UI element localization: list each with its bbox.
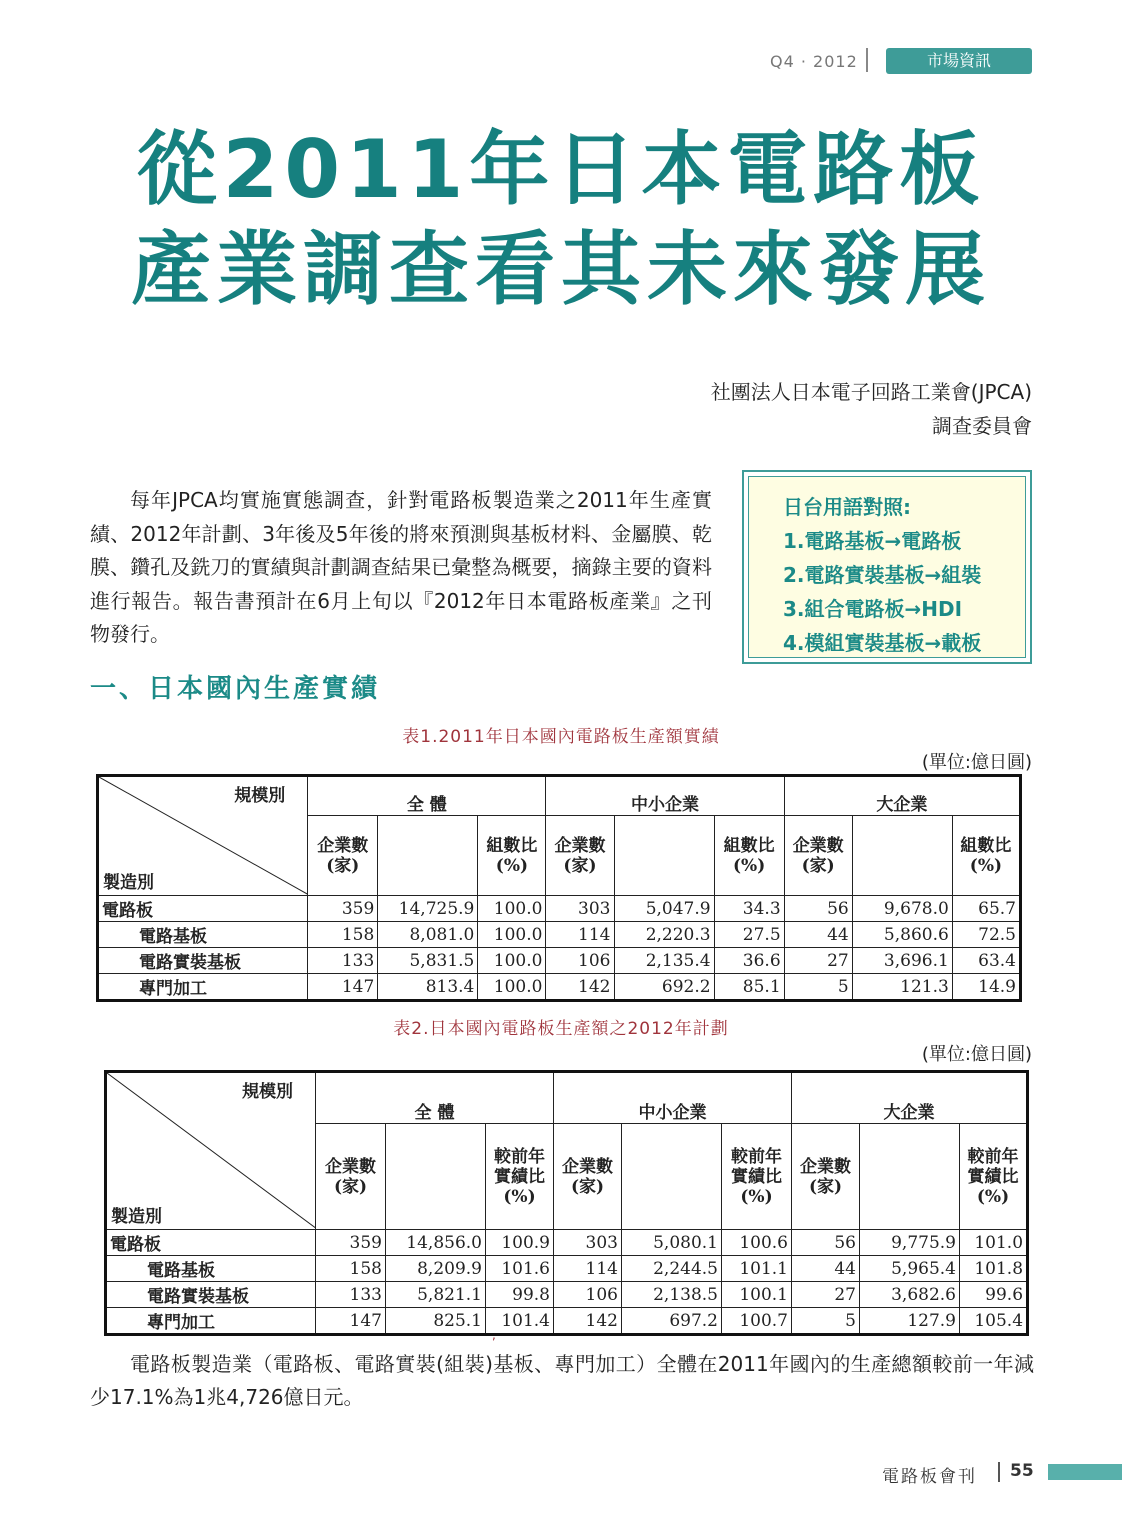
amount-header xyxy=(852,816,952,896)
table-cell: 99.6 xyxy=(960,1282,1028,1308)
table-cell: 158 xyxy=(316,1256,386,1282)
table-cell: 105.4 xyxy=(960,1308,1028,1335)
article-title-line1: 從2011年日本電路板 xyxy=(136,123,986,216)
count-header: 企業數 (家) xyxy=(316,1124,386,1230)
table-cell: 5 xyxy=(792,1308,860,1335)
group-header: 全 體 xyxy=(316,1072,554,1124)
table-cell: 65.7 xyxy=(952,896,1020,922)
table-cell: 106 xyxy=(546,948,614,974)
table-cell: 14,725.9 xyxy=(378,896,478,922)
table-cell: 825.1 xyxy=(386,1308,486,1335)
ratio-header: 組數比 (%) xyxy=(714,816,784,896)
table-cell: 44 xyxy=(784,922,852,948)
table-cell: 100.1 xyxy=(722,1282,792,1308)
table-cell: 101.8 xyxy=(960,1256,1028,1282)
glossary-item: 4.模組實裝基板→載板 xyxy=(783,631,982,655)
table-cell: 27 xyxy=(784,948,852,974)
corner-header xyxy=(106,1072,316,1230)
table-cell: 101.0 xyxy=(960,1230,1028,1256)
group-header: 大企業 xyxy=(784,776,1020,816)
glossary-title: 日台用語對照: xyxy=(783,495,911,519)
glossary-item: 2.電路實裝基板→組裝 xyxy=(783,563,982,587)
table-row xyxy=(106,1282,1028,1308)
row-label: 電路基板 xyxy=(98,922,308,948)
table-cell: 303 xyxy=(554,1230,622,1256)
corner-bottom-label: 製造別 xyxy=(103,873,154,893)
table-cell: 101.1 xyxy=(722,1256,792,1282)
table-cell: 100.0 xyxy=(478,896,546,922)
table-cell: 100.6 xyxy=(722,1230,792,1256)
table-cell: 697.2 xyxy=(622,1308,722,1335)
table-row xyxy=(106,1308,1028,1335)
row-label: 專門加工 xyxy=(98,974,308,1001)
amount-header xyxy=(378,816,478,896)
table-cell: 56 xyxy=(792,1230,860,1256)
table-row xyxy=(98,974,1021,1001)
table-cell: 9,678.0 xyxy=(852,896,952,922)
table1-caption: 表1.2011年日本國內電路板生產額實績 xyxy=(402,727,720,747)
author-org: 社團法人日本電子回路工業會(JPCA) xyxy=(710,380,1032,404)
table-cell: 27 xyxy=(792,1282,860,1308)
table-cell: 34.3 xyxy=(714,896,784,922)
table-cell: 100.7 xyxy=(722,1308,792,1335)
count-header: 企業數 (家) xyxy=(308,816,378,896)
table-cell: 5,047.9 xyxy=(614,896,714,922)
table-cell: 5,080.1 xyxy=(622,1230,722,1256)
row-label: 電路板 xyxy=(98,896,308,922)
glossary-box xyxy=(742,470,1032,664)
amount-header xyxy=(386,1124,486,1230)
ratio-header: 較前年 實績比 (%) xyxy=(486,1124,554,1230)
corner-header xyxy=(98,776,308,896)
table-row xyxy=(98,896,1021,922)
table-row xyxy=(106,1230,1028,1256)
count-header: 企業數 (家) xyxy=(792,1124,860,1230)
author-dept: 調查委員會 xyxy=(932,414,1032,438)
corner-bottom-label: 製造別 xyxy=(111,1207,162,1227)
table-cell: 8,209.9 xyxy=(386,1256,486,1282)
table-cell: 44 xyxy=(792,1256,860,1282)
table-cell: 100.0 xyxy=(478,948,546,974)
table-cell: 692.2 xyxy=(614,974,714,1001)
group-header: 中小企業 xyxy=(554,1072,792,1124)
table-cell: 2,138.5 xyxy=(622,1282,722,1308)
table-cell: 100.0 xyxy=(478,974,546,1001)
intro-paragraph: 每年JPCA均實施實態調查，針對電路板製造業之2011年生產實績、2012年計劃、3年後及5年後的將來預測與基板材料、金屬膜、乾膜、鑽孔及銑刀的實績與計劃調查結果已彙整為概要，摘錄主要的資料進行報告。報告書預計在6月上旬以『2012年日本電路板產業』之刊物發行。 xyxy=(90,488,712,647)
amount-header xyxy=(622,1124,722,1230)
table-cell: 3,696.1 xyxy=(852,948,952,974)
count-header: 企業數 (家) xyxy=(554,1124,622,1230)
table-cell: 5,965.4 xyxy=(860,1256,960,1282)
ratio-header: 組數比 (%) xyxy=(478,816,546,896)
table-cell: 100.0 xyxy=(478,922,546,948)
table-cell: 85.1 xyxy=(714,974,784,1001)
glossary-item: 1.電路基板→電路板 xyxy=(783,529,962,553)
count-header: 企業數 (家) xyxy=(546,816,614,896)
corner-top-label: 規模別 xyxy=(234,786,286,806)
table-cell: 106 xyxy=(554,1282,622,1308)
table-cell: 147 xyxy=(316,1308,386,1335)
table-row xyxy=(98,922,1021,948)
group-header: 大企業 xyxy=(792,1072,1028,1124)
table-cell: 63.4 xyxy=(952,948,1020,974)
row-label: 電路實裝基板 xyxy=(106,1282,316,1308)
table-cell: 101.4 xyxy=(486,1308,554,1335)
table-cell: 36.6 xyxy=(714,948,784,974)
table-cell: 3,682.6 xyxy=(860,1282,960,1308)
section-badge: 市場資訊 xyxy=(886,48,1032,74)
table-cell: 14.9 xyxy=(952,974,1020,1001)
row-label: 電路實裝基板 xyxy=(98,948,308,974)
table-cell: 114 xyxy=(554,1256,622,1282)
table-cell: 133 xyxy=(316,1282,386,1308)
table-row xyxy=(106,1256,1028,1282)
header-divider xyxy=(866,48,868,72)
page-number: 55 xyxy=(1010,1461,1034,1481)
row-label: 電路板 xyxy=(106,1230,316,1256)
table-cell: 2,244.5 xyxy=(622,1256,722,1282)
table-cell: 121.3 xyxy=(852,974,952,1001)
count-header: 企業數 (家) xyxy=(784,816,852,896)
table-cell: 99.8 xyxy=(486,1282,554,1308)
footer-accent-bar xyxy=(1048,1464,1122,1480)
table-cell: 8,081.0 xyxy=(378,922,478,948)
table-cell: 142 xyxy=(546,974,614,1001)
corner-top-label: 規模別 xyxy=(242,1082,293,1102)
table-cell: 147 xyxy=(308,974,378,1001)
table-cell: 56 xyxy=(784,896,852,922)
table-cell: 158 xyxy=(308,922,378,948)
table-cell: 5,821.1 xyxy=(386,1282,486,1308)
table1-unit: (單位:億日圓) xyxy=(921,752,1032,773)
amount-header xyxy=(614,816,714,896)
row-label: 專門加工 xyxy=(106,1308,316,1335)
ratio-header: 組數比 (%) xyxy=(952,816,1020,896)
amount-header xyxy=(860,1124,960,1230)
table-cell: 5 xyxy=(784,974,852,1001)
table-cell: 359 xyxy=(308,896,378,922)
stray-mark: , xyxy=(492,1328,496,1342)
table-cell: 813.4 xyxy=(378,974,478,1001)
table-cell: 127.9 xyxy=(860,1308,960,1335)
table-cell: 72.5 xyxy=(952,922,1020,948)
table-cell: 27.5 xyxy=(714,922,784,948)
table2-caption: 表2.日本國內電路板生產額之2012年計劃 xyxy=(393,1019,729,1039)
conclusion-paragraph: 電路板製造業（電路板、電路實裝(組裝)基板、專門加工）全體在2011年國內的生產總額較前一年減少17.1%為1兆4,726億日元。 xyxy=(90,1352,1034,1409)
table-cell: 101.6 xyxy=(486,1256,554,1282)
table-cell: 5,860.6 xyxy=(852,922,952,948)
group-header: 中小企業 xyxy=(546,776,784,816)
table-cell: 359 xyxy=(316,1230,386,1256)
table-cell: 2,135.4 xyxy=(614,948,714,974)
ratio-header: 較前年 實績比 (%) xyxy=(722,1124,792,1230)
row-label: 電路基板 xyxy=(106,1256,316,1282)
table2-grid xyxy=(104,1070,1029,1336)
journal-name: 電路板會刊 xyxy=(882,1467,977,1487)
table-cell: 14,856.0 xyxy=(386,1230,486,1256)
footer-divider xyxy=(998,1462,1000,1482)
issue-label: Q4 · 2012 xyxy=(770,52,858,71)
group-header: 全 體 xyxy=(308,776,546,816)
table-cell: 133 xyxy=(308,948,378,974)
table-row xyxy=(98,948,1021,974)
table-cell: 5,831.5 xyxy=(378,948,478,974)
ratio-header: 較前年 實績比 (%) xyxy=(960,1124,1028,1230)
table1-grid xyxy=(96,774,1022,1002)
table-cell: 9,775.9 xyxy=(860,1230,960,1256)
table-cell: 142 xyxy=(554,1308,622,1335)
table-cell: 114 xyxy=(546,922,614,948)
section-heading: 一、日本國內生產實績 xyxy=(90,674,381,704)
table-cell: 303 xyxy=(546,896,614,922)
table-cell: 100.9 xyxy=(486,1230,554,1256)
glossary-item: 3.組合電路板→HDI xyxy=(783,597,963,621)
table-cell: 2,220.3 xyxy=(614,922,714,948)
table2-unit: (單位:億日圓) xyxy=(921,1044,1032,1065)
article-title-line2: 產業調查看其未來發展 xyxy=(131,223,991,316)
